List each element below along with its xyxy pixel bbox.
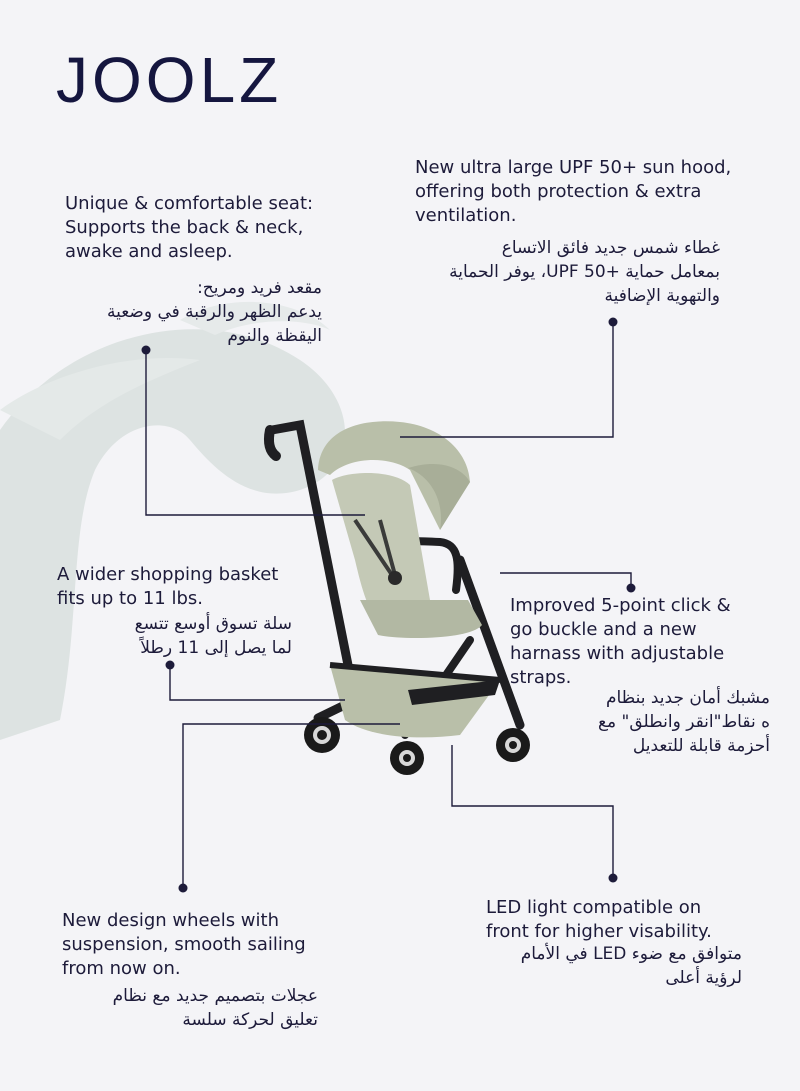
seat-feature-ar: مقعد فريد ومريح: يدعم الظهر والرقبة في وضعية اليقظة والنوم	[106, 278, 322, 346]
buckle-callout-dot	[627, 584, 636, 593]
led-callout-dot	[609, 874, 618, 883]
basket-feature-en: A wider shopping basket fits up to 11 lbs.	[57, 564, 279, 609]
buckle-callout-line	[500, 573, 631, 588]
led-feature-en: LED light compatible on front for higher visability.	[486, 897, 712, 942]
hood-callout-dot	[609, 318, 618, 327]
wheels-callout-line	[183, 724, 400, 888]
led-feature-ar: متوافق مع ضوء LED في الأمام لرؤية أعلى	[520, 944, 742, 988]
brand-logo: JOOLZ	[56, 44, 283, 116]
seat-callout-line	[146, 350, 365, 515]
led-callout-line	[452, 745, 613, 878]
hood-feature-en: New ultra large UPF 50+ sun hood, offering both protection & extra ventilation.	[415, 157, 732, 226]
basket-feature-ar: سلة تسوق أوسع تتسع لما يصل إلى 11 رطلاً	[134, 614, 292, 658]
wheels-feature-ar: عجلات بتصميم جديد مع نظام تعليق لحركة سلسة	[112, 986, 318, 1030]
basket-callout-line	[170, 665, 345, 700]
buckle-feature-en: Improved 5-point click & go buckle and a new harnass with adjustable straps.	[510, 595, 731, 688]
hood-feature-ar: غطاء شمس جديد فائق الاتساع بمعامل حماية +UPF 50، يوفر الحماية والتهوية الإضافية	[449, 238, 720, 306]
hood-callout-line	[400, 322, 613, 437]
buckle-feature-ar: مشبك أمان جديد بنظام ه نقاط"انقر وانطلق" مع أحزمة قابلة للتعديل	[598, 688, 770, 756]
wheels-feature-en: New design wheels with suspension, smooth sailing from now on.	[62, 910, 306, 979]
wheels-callout-dot	[179, 884, 188, 893]
basket-callout-dot	[166, 661, 175, 670]
seat-feature-en: Unique & comfortable seat: Supports the back & neck, awake and asleep.	[65, 193, 314, 262]
